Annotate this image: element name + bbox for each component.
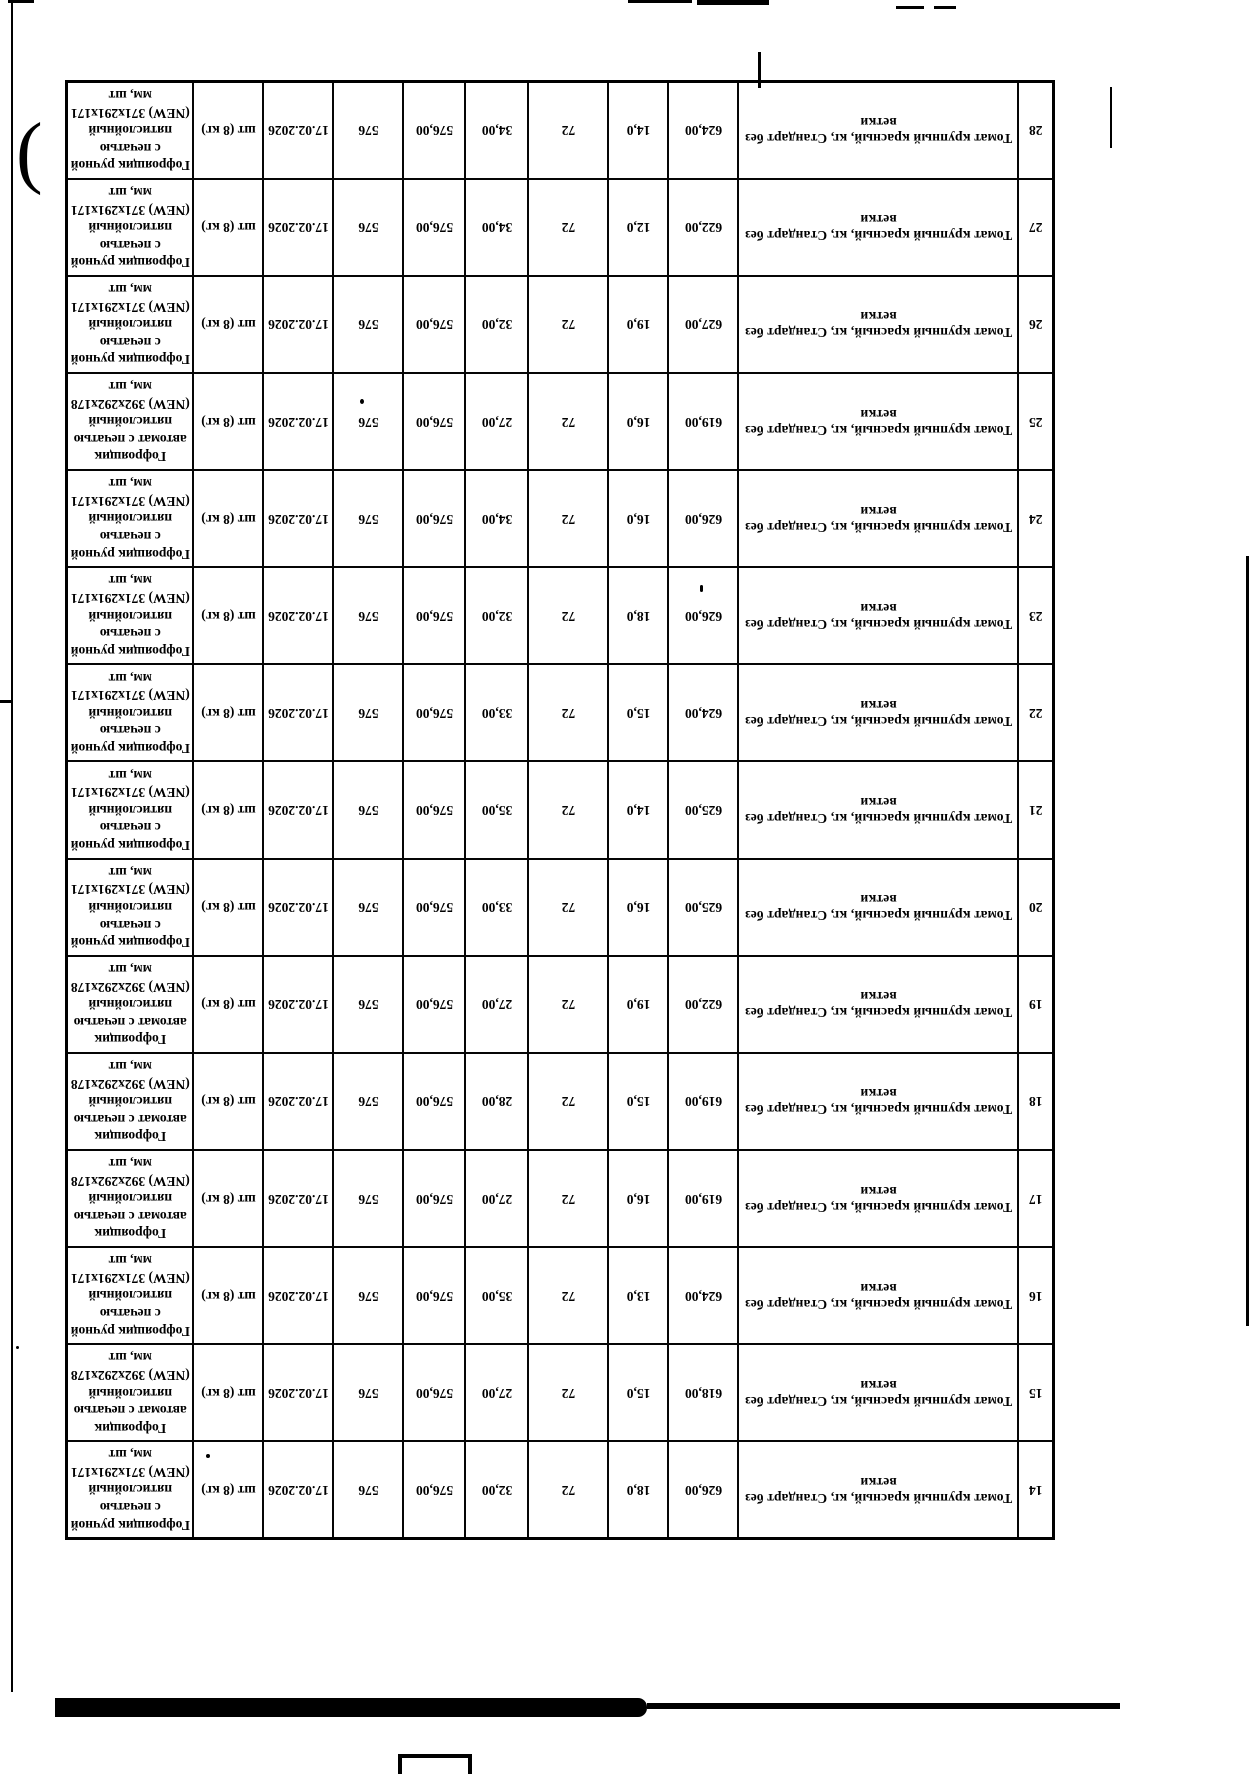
total-weight-cell: 576,00 [404, 664, 466, 761]
unit-cell: шт (8 кг) [194, 470, 264, 567]
ink-dot-2 [206, 1454, 210, 1458]
total-weight-cell: 576,00 [404, 1344, 466, 1441]
expiry-date-cell: 17.02.2026 [264, 373, 334, 470]
pieces-cell: 72 [529, 373, 609, 470]
box-weight-cell: 34,00 [466, 82, 529, 179]
table-row [67, 956, 1054, 1053]
price-cell: 622,00 [669, 956, 739, 1053]
pieces-cell: 72 [529, 1247, 609, 1344]
box-count-cell: 576 [334, 859, 404, 956]
expiry-date-cell: 17.02.2026 [264, 664, 334, 761]
total-weight-cell: 576,00 [404, 373, 466, 470]
expiry-date-cell: 17.02.2026 [264, 1053, 334, 1150]
box-weight-cell: 34,00 [466, 470, 529, 567]
box-count-cell: 576 [334, 664, 404, 761]
unit-cell: шт (8 кг) [194, 567, 264, 664]
table-row [67, 1150, 1054, 1247]
box-weight-cell: 35,00 [466, 762, 529, 859]
ink-dot-3 [16, 1346, 19, 1349]
box-weight-cell: 27,00 [466, 1150, 529, 1247]
row-number-cell: 23 [1019, 567, 1054, 664]
product-name-cell: Томат крупный красный, кг, Стандарт без ветки [739, 1247, 1019, 1344]
product-name-cell: Томат крупный красный, кг, Стандарт без ветки [739, 664, 1019, 761]
right-margin-scan-line [1246, 556, 1249, 1326]
product-name-cell: Томат крупный красный, кг, Стандарт без ветки [739, 179, 1019, 276]
unit-cell: шт (8 кг) [194, 664, 264, 761]
box-weight-cell: 27,00 [466, 1344, 529, 1441]
row-number-cell: 24 [1019, 470, 1054, 567]
packaging-cell: Гофроящик автомат с печатью пятислойный (NEW) 392х292х178 мм, шт [67, 1053, 194, 1150]
pieces-cell: 72 [529, 470, 609, 567]
unit-cell: шт (8 кг) [194, 1344, 264, 1441]
unit-cell: шт (8 кг) [194, 1247, 264, 1344]
box-weight-cell: 32,00 [466, 567, 529, 664]
weight-cell: 18,0 [609, 567, 669, 664]
packaging-cell: Гофроящик ручной с печатью пятислойный (NEW) 371х291х171 мм, шт [67, 664, 194, 761]
total-weight-cell: 576,00 [404, 1247, 466, 1344]
unit-cell: шт (8 кг) [194, 762, 264, 859]
box-count-cell: 576 [334, 470, 404, 567]
pieces-cell: 72 [529, 1441, 609, 1538]
box-count-cell: 576 [334, 82, 404, 179]
packaging-cell: Гофроящик ручной с печатью пятислойный (NEW) 371х291х171 мм, шт [67, 179, 194, 276]
row-number-cell: 25 [1019, 373, 1054, 470]
row-number-cell: 19 [1019, 956, 1054, 1053]
box-count-cell: 576 [334, 1150, 404, 1247]
pieces-cell: 72 [529, 1053, 609, 1150]
box-count-cell: 576 [334, 1344, 404, 1441]
weight-cell: 15,0 [609, 1053, 669, 1150]
price-cell: 619,00 [669, 1150, 739, 1247]
weight-cell: 16,0 [609, 1150, 669, 1247]
product-name-cell: Томат крупный красный, кг, Стандарт без ветки [739, 567, 1019, 664]
weight-cell: 15,0 [609, 664, 669, 761]
row-number-cell: 27 [1019, 179, 1054, 276]
unit-cell: шт (8 кг) [194, 179, 264, 276]
expiry-date-cell: 17.02.2026 [264, 470, 334, 567]
weight-cell: 16,0 [609, 470, 669, 567]
price-cell: 624,00 [669, 82, 739, 179]
box-weight-cell: 32,00 [466, 1441, 529, 1538]
total-weight-cell: 576,00 [404, 762, 466, 859]
product-name-cell: Томат крупный красный, кг, Стандарт без ветки [739, 1441, 1019, 1538]
product-name-cell: Томат крупный красный, кг, Стандарт без ветки [739, 1053, 1019, 1150]
weight-cell: 19,0 [609, 956, 669, 1053]
box-weight-cell: 27,00 [466, 373, 529, 470]
pieces-cell: 72 [529, 567, 609, 664]
top-edge-line-1 [628, 0, 692, 3]
expiry-date-cell: 17.02.2026 [264, 859, 334, 956]
packaging-cell: Гофроящик ручной с печатью пятислойный (NEW) 371х291х171 мм, шт [67, 276, 194, 373]
expiry-date-cell: 17.02.2026 [264, 762, 334, 859]
packaging-cell: Гофроящик автомат с печатью пятислойный (NEW) 392х292х178 мм, шт [67, 1344, 194, 1441]
packaging-cell: Гофроящик ручной с печатью пятислойный (NEW) 371х291х171 мм, шт [67, 1247, 194, 1344]
product-name-cell: Томат крупный красный, кг, Стандарт без ветки [739, 956, 1019, 1053]
row-number-cell: 21 [1019, 762, 1054, 859]
top-edge-dash-1 [896, 6, 924, 9]
packaging-cell: Гофроящик автомат с печатью пятислойный (NEW) 392х292х178 мм, шт [67, 373, 194, 470]
box-count-cell: 576 [334, 1053, 404, 1150]
pieces-cell: 72 [529, 276, 609, 373]
product-name-cell: Томат крупный красный, кг, Стандарт без ветки [739, 1150, 1019, 1247]
box-weight-cell: 28,00 [466, 1053, 529, 1150]
price-cell: 626,00 [669, 470, 739, 567]
weight-cell: 12,0 [609, 179, 669, 276]
row-number-cell: 28 [1019, 82, 1054, 179]
pieces-cell: 72 [529, 1150, 609, 1247]
top-edge-dash-2 [934, 6, 956, 9]
table-row [67, 567, 1054, 664]
box-weight-cell: 33,00 [466, 859, 529, 956]
table-row [67, 1344, 1054, 1441]
box-weight-cell: 33,00 [466, 664, 529, 761]
row-number-cell: 15 [1019, 1344, 1054, 1441]
weight-cell: 14,0 [609, 762, 669, 859]
unit-cell: шт (8 кг) [194, 859, 264, 956]
packaging-cell: Гофроящик ручной с печатью пятислойный (NEW) 371х291х171 мм, шт [67, 859, 194, 956]
expiry-date-cell: 17.02.2026 [264, 1441, 334, 1538]
table-row [67, 276, 1054, 373]
product-name-cell: Томат крупный красный, кг, Стандарт без ветки [739, 373, 1019, 470]
table-row [67, 664, 1054, 761]
product-name-cell: Томат крупный красный, кг, Стандарт без ветки [739, 1344, 1019, 1441]
row-number-cell: 22 [1019, 664, 1054, 761]
total-weight-cell: 576,00 [404, 567, 466, 664]
box-count-cell: 576 [334, 179, 404, 276]
price-cell: 626,00 [669, 567, 739, 664]
row-number-cell: 16 [1019, 1247, 1054, 1344]
packaging-cell: Гофроящик ручной с печатью пятислойный (NEW) 371х291х171 мм, шт [67, 82, 194, 179]
box-count-cell: 576 [334, 1441, 404, 1538]
expiry-date-cell: 17.02.2026 [264, 82, 334, 179]
product-table [65, 80, 1055, 1540]
product-name-cell: Томат крупный красный, кг, Стандарт без ветки [739, 762, 1019, 859]
price-cell: 618,00 [669, 1344, 739, 1441]
weight-cell: 15,0 [609, 1344, 669, 1441]
price-cell: 627,00 [669, 276, 739, 373]
expiry-date-cell: 17.02.2026 [264, 567, 334, 664]
table-row [67, 1053, 1054, 1150]
price-cell: 624,00 [669, 664, 739, 761]
row-number-cell: 17 [1019, 1150, 1054, 1247]
table-row [67, 1247, 1054, 1344]
pieces-cell: 72 [529, 762, 609, 859]
unit-cell: шт (8 кг) [194, 1150, 264, 1247]
handwritten-paren-mark: ( [16, 108, 43, 196]
total-weight-cell: 576,00 [404, 82, 466, 179]
total-weight-cell: 576,00 [404, 470, 466, 567]
price-cell: 625,00 [669, 762, 739, 859]
total-weight-cell: 576,00 [404, 1150, 466, 1247]
pieces-cell: 72 [529, 859, 609, 956]
packaging-cell: Гофроящик ручной с печатью пятислойный (NEW) 371х291х171 мм, шт [67, 567, 194, 664]
box-count-cell: 576 [334, 956, 404, 1053]
left-margin-tick [0, 700, 13, 703]
total-weight-cell: 576,00 [404, 179, 466, 276]
rotated-table-region [68, 80, 1055, 1540]
unit-cell: шт (8 кг) [194, 82, 264, 179]
bottom-edge-rectangle [398, 1754, 472, 1774]
bottom-scan-line [647, 1703, 1120, 1709]
row-number-cell: 20 [1019, 859, 1054, 956]
product-name-cell: Томат крупный красный, кг, Стандарт без ветки [739, 470, 1019, 567]
top-edge-line-2 [697, 0, 769, 5]
pieces-cell: 72 [529, 664, 609, 761]
row-number-cell: 14 [1019, 1441, 1054, 1538]
ink-dot-1 [360, 399, 364, 404]
expiry-date-cell: 17.02.2026 [264, 179, 334, 276]
expiry-date-cell: 17.02.2026 [264, 956, 334, 1053]
box-weight-cell: 27,00 [466, 956, 529, 1053]
product-name-cell: Томат крупный красный, кг, Стандарт без ветки [739, 859, 1019, 956]
table-row [67, 82, 1054, 179]
price-cell: 625,00 [669, 859, 739, 956]
total-weight-cell: 576,00 [404, 276, 466, 373]
box-count-cell: 576 [334, 373, 404, 470]
expiry-date-cell: 17.02.2026 [264, 1247, 334, 1344]
weight-cell: 16,0 [609, 859, 669, 956]
pieces-cell: 72 [529, 82, 609, 179]
total-weight-cell: 576,00 [404, 859, 466, 956]
table-row [67, 470, 1054, 567]
unit-cell: шт (8 кг) [194, 373, 264, 470]
unit-cell: шт (8 кг) [194, 956, 264, 1053]
unit-cell: шт (8 кг) [194, 276, 264, 373]
bottom-scan-bar [55, 1698, 647, 1717]
box-count-cell: 576 [334, 762, 404, 859]
weight-cell: 19,0 [609, 276, 669, 373]
product-name-cell: Томат крупный красный, кг, Стандарт без ветки [739, 82, 1019, 179]
price-cell: 622,00 [669, 179, 739, 276]
box-count-cell: 576 [334, 276, 404, 373]
unit-cell: шт (8 кг) [194, 1441, 264, 1538]
row-number-cell: 18 [1019, 1053, 1054, 1150]
box-count-cell: 576 [334, 1247, 404, 1344]
table-row [67, 1441, 1054, 1538]
pieces-cell: 72 [529, 179, 609, 276]
row-number-cell: 26 [1019, 276, 1054, 373]
packaging-cell: Гофроящик автомат с печатью пятислойный (NEW) 392х292х178 мм, шт [67, 1150, 194, 1247]
price-cell: 619,00 [669, 1053, 739, 1150]
table-row [67, 859, 1054, 956]
weight-cell: 14,0 [609, 82, 669, 179]
packaging-cell: Гофроящик ручной с печатью пятислойный (NEW) 371х291х171 мм, шт [67, 762, 194, 859]
price-cell: 626,00 [669, 1441, 739, 1538]
left-margin-scan-line [11, 0, 13, 1692]
total-weight-cell: 576,00 [404, 1441, 466, 1538]
pieces-cell: 72 [529, 1344, 609, 1441]
unit-cell: шт (8 кг) [194, 1053, 264, 1150]
right-short-scan-line [1110, 87, 1112, 148]
pieces-cell: 72 [529, 956, 609, 1053]
product-name-cell: Томат крупный красный, кг, Стандарт без ветки [739, 276, 1019, 373]
box-weight-cell: 35,00 [466, 1247, 529, 1344]
ink-comma-artifact [700, 585, 703, 592]
packaging-cell: Гофроящик ручной с печатью пятислойный (NEW) 371х291х171 мм, шт [67, 470, 194, 567]
top-left-edge-mark [8, 0, 34, 3]
weight-cell: 13,0 [609, 1247, 669, 1344]
vertical-tick-mark [758, 52, 761, 88]
table-row [67, 179, 1054, 276]
price-cell: 624,00 [669, 1247, 739, 1344]
packaging-cell: Гофроящик ручной с печатью пятислойный (NEW) 371х291х171 мм, шт [67, 1441, 194, 1538]
expiry-date-cell: 17.02.2026 [264, 1344, 334, 1441]
total-weight-cell: 576,00 [404, 956, 466, 1053]
expiry-date-cell: 17.02.2026 [264, 1150, 334, 1247]
total-weight-cell: 576,00 [404, 1053, 466, 1150]
weight-cell: 18,0 [609, 1441, 669, 1538]
box-weight-cell: 32,00 [466, 276, 529, 373]
weight-cell: 16,0 [609, 373, 669, 470]
table-row [67, 762, 1054, 859]
expiry-date-cell: 17.02.2026 [264, 276, 334, 373]
price-cell: 619,00 [669, 373, 739, 470]
box-count-cell: 576 [334, 567, 404, 664]
packaging-cell: Гофроящик автомат с печатью пятислойный (NEW) 392х292х178 мм, шт [67, 956, 194, 1053]
table-row [67, 373, 1054, 470]
box-weight-cell: 34,00 [466, 179, 529, 276]
